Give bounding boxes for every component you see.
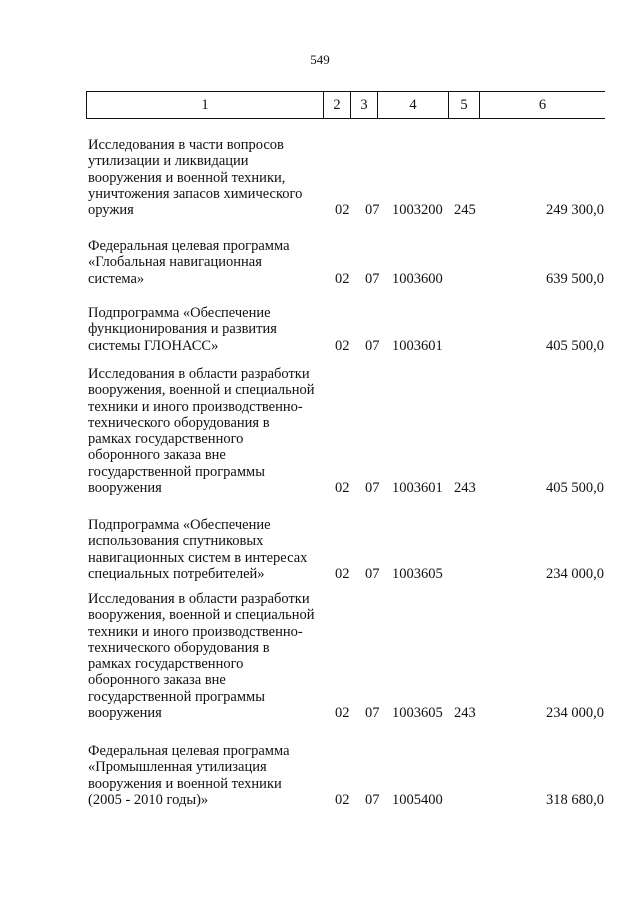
target-article-code: 1003200: [392, 202, 443, 219]
description-line: Исследования в области разработки: [88, 591, 310, 607]
description-line: оружия: [88, 202, 134, 219]
target-article-code: 1003601: [392, 337, 443, 354]
description-line: Исследования в части вопросов: [88, 137, 284, 153]
column-header-3: 3: [351, 92, 378, 119]
description-line: «Глобальная навигационная: [88, 254, 262, 271]
column-header-4: 4: [378, 92, 449, 119]
column-header-1: 1: [87, 92, 324, 119]
description-line: «Промышленная утилизация: [88, 759, 267, 776]
description-line: вооружения: [88, 480, 162, 497]
description-line: оборонного заказа вне: [88, 447, 226, 464]
description-line: вооружения, военной и специальной: [88, 382, 315, 399]
column-header-2: 2: [324, 92, 351, 119]
subsection-code: 07: [365, 202, 380, 219]
description-line: утилизации и ликвидации: [88, 153, 249, 170]
description-line: техники и иного производственно-: [88, 623, 303, 640]
description-line: (2005 - 2010 годы)»: [88, 791, 209, 808]
description-line: вооружения и военной техники,: [88, 169, 286, 186]
amount-value: 405 500,0: [546, 337, 604, 354]
row-description: [88, 305, 328, 354]
expense-type-code: 243: [454, 480, 476, 497]
description-line: специальных потребителей»: [88, 565, 265, 582]
description-line: техники и иного производственно-: [88, 398, 303, 415]
amount-value: 234 000,0: [546, 565, 604, 582]
description-line: Подпрограмма «Обеспечение: [88, 517, 271, 533]
description-line: использования спутниковых: [88, 533, 264, 550]
section-code: 02: [335, 705, 350, 722]
description-line: оборонного заказа вне: [88, 672, 226, 689]
description-line: Федеральная целевая программа: [88, 238, 290, 254]
amount-value: 249 300,0: [546, 202, 604, 219]
subsection-code: 07: [365, 480, 380, 497]
amount-value: 405 500,0: [546, 480, 604, 497]
description-line: государственной программы: [88, 463, 265, 480]
description-line: вооружения и военной техники: [88, 775, 282, 792]
row-description: [88, 366, 328, 496]
column-header-6: 6: [480, 92, 606, 119]
description-line: Федеральная целевая программа: [88, 743, 290, 759]
target-article-code: 1003600: [392, 270, 443, 287]
description-line: системы ГЛОНАСС»: [88, 337, 219, 354]
description-line: Исследования в области разработки: [88, 366, 310, 382]
description-line: навигационных систем в интересах: [88, 549, 308, 566]
subsection-code: 07: [365, 565, 380, 582]
description-line: вооружения: [88, 705, 162, 722]
amount-value: 234 000,0: [546, 705, 604, 722]
expense-type-code: 243: [454, 705, 476, 722]
description-line: уничтожения запасов химического: [88, 185, 303, 202]
subsection-code: 07: [365, 705, 380, 722]
description-line: система»: [88, 270, 145, 287]
column-header-row: [87, 92, 606, 119]
column-header-table: [86, 91, 605, 119]
description-line: функционирования и развития: [88, 321, 277, 338]
target-article-code: 1005400: [392, 791, 443, 808]
amount-value: 318 680,0: [546, 791, 604, 808]
description-line: вооружения, военной и специальной: [88, 607, 315, 624]
target-article-code: 1003605: [392, 565, 443, 582]
description-line: технического оборудования в: [88, 414, 270, 431]
amount-value: 639 500,0: [546, 270, 604, 287]
section-code: 02: [335, 270, 350, 287]
description-line: Подпрограмма «Обеспечение: [88, 305, 271, 321]
row-description: [88, 517, 328, 582]
page-number: 549: [310, 52, 330, 67]
section-code: 02: [335, 337, 350, 354]
column-header-5: 5: [449, 92, 480, 119]
expense-type-code: 245: [454, 202, 476, 219]
target-article-code: 1003605: [392, 705, 443, 722]
description-line: рамках государственного: [88, 431, 244, 448]
row-description: [88, 238, 328, 287]
target-article-code: 1003601: [392, 480, 443, 497]
subsection-code: 07: [365, 337, 380, 354]
description-line: государственной программы: [88, 688, 265, 705]
row-description: [88, 591, 328, 721]
section-code: 02: [335, 791, 350, 808]
description-line: технического оборудования в: [88, 639, 270, 656]
section-code: 02: [335, 202, 350, 219]
subsection-code: 07: [365, 791, 380, 808]
section-code: 02: [335, 565, 350, 582]
subsection-code: 07: [365, 270, 380, 287]
row-description: [88, 743, 328, 808]
row-description: [88, 137, 328, 218]
description-line: рамках государственного: [88, 656, 244, 673]
section-code: 02: [335, 480, 350, 497]
